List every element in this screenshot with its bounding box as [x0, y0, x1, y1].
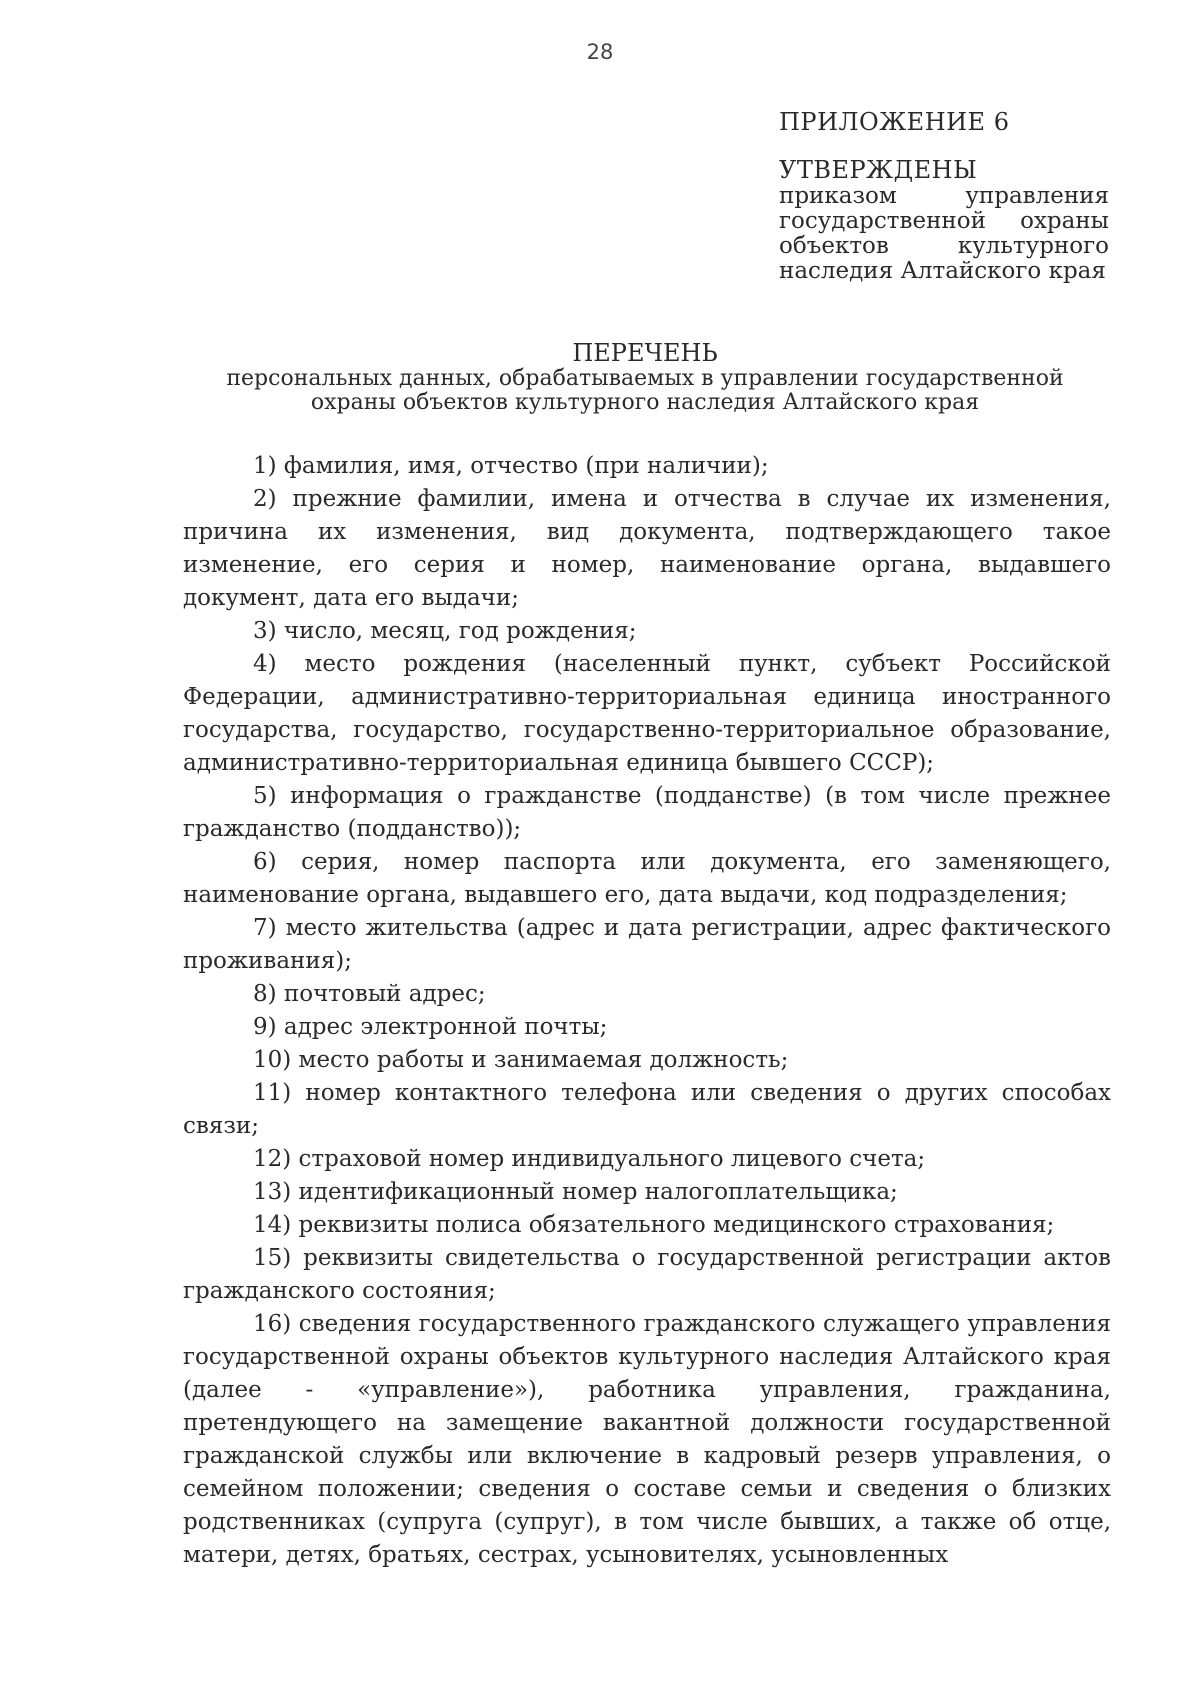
list-item-12: 12) страховой номер индивидуального лицевого счета; [253, 1146, 926, 1172]
document-subtitle [180, 367, 1110, 415]
list-item-9: 9) адрес электронной почты; [253, 1014, 608, 1040]
document-title: ПЕРЕЧЕНЬ [572, 339, 718, 367]
list-item-4: 4) место рождения (населенный пункт, субъект Российской Федерации, административно-территориальная единица иностранного государства, государство, государственно-территориальное образование, административно-территориальная единица бывшего СССР); [183, 651, 1111, 776]
list-item-5: 5) информация о гражданстве (подданстве) (в том числе прежнее гражданство (подданство)); [183, 783, 1111, 842]
list-item-7: 7) место жительства (адрес и дата регистрации, адрес фактического проживания); [183, 915, 1111, 974]
document-subtitle-line-2: охраны объектов культурного наследия Алтайского края [310, 390, 980, 415]
list-item-14: 14) реквизиты полиса обязательного медицинского страхования; [253, 1212, 1055, 1238]
appendix-label: ПРИЛОЖЕНИЕ 6 [779, 108, 1010, 136]
document-body [183, 450, 1111, 1572]
approved-text: приказом управления государственной охраны объектов культурного наследия Алтайского края [779, 183, 1109, 284]
page-number: 28 [586, 40, 614, 64]
list-item-13: 13) идентификационный номер налогоплательщика; [253, 1179, 898, 1205]
list-item-8: 8) почтовый адрес; [253, 981, 486, 1007]
approved-title: УТВЕРЖДЕНЫ [779, 156, 978, 184]
list-item-1: 1) фамилия, имя, отчество (при наличии); [253, 453, 769, 479]
list-item-2: 2) прежние фамилии, имена и отчества в случае их изменения, причина их изменения, вид документа, подтверждающего такое изменение, его серия и номер, наименование органа, выдавшего документ, дата его выдачи; [183, 486, 1111, 611]
list-item-10: 10) место работы и занимаемая должность; [253, 1047, 789, 1073]
list-item-3: 3) число, месяц, год рождения; [253, 618, 637, 644]
list-item-6: 6) серия, номер паспорта или документа, его заменяющего, наименование органа, выдавшего его, дата выдачи, код подразделения; [183, 849, 1111, 908]
document-subtitle-line-1: персональных данных, обрабатываемых в управлении государственной [226, 366, 1064, 391]
approval-block [779, 158, 1109, 284]
list-item-15: 15) реквизиты свидетельства о государственной регистрации актов гражданского состояния; [183, 1245, 1111, 1304]
list-item-11: 11) номер контактного телефона или сведения о других способах связи; [183, 1080, 1111, 1139]
list-item-16: 16) сведения государственного гражданского служащего управления государственной охраны объектов культурного наследия Алтайского края (далее - «управление»), работника управления, гражданина, претендующего на замещение вакантной должности государственной гражданской службы или включение в кадровый резерв управления, о семейном положении; сведения о составе семьи и сведения о близких родственниках (супруга (супруг), в том числе бывших, а также об отце, матери, детях, братьях, сестрах, усыновителях, усыновленных [183, 1311, 1111, 1568]
